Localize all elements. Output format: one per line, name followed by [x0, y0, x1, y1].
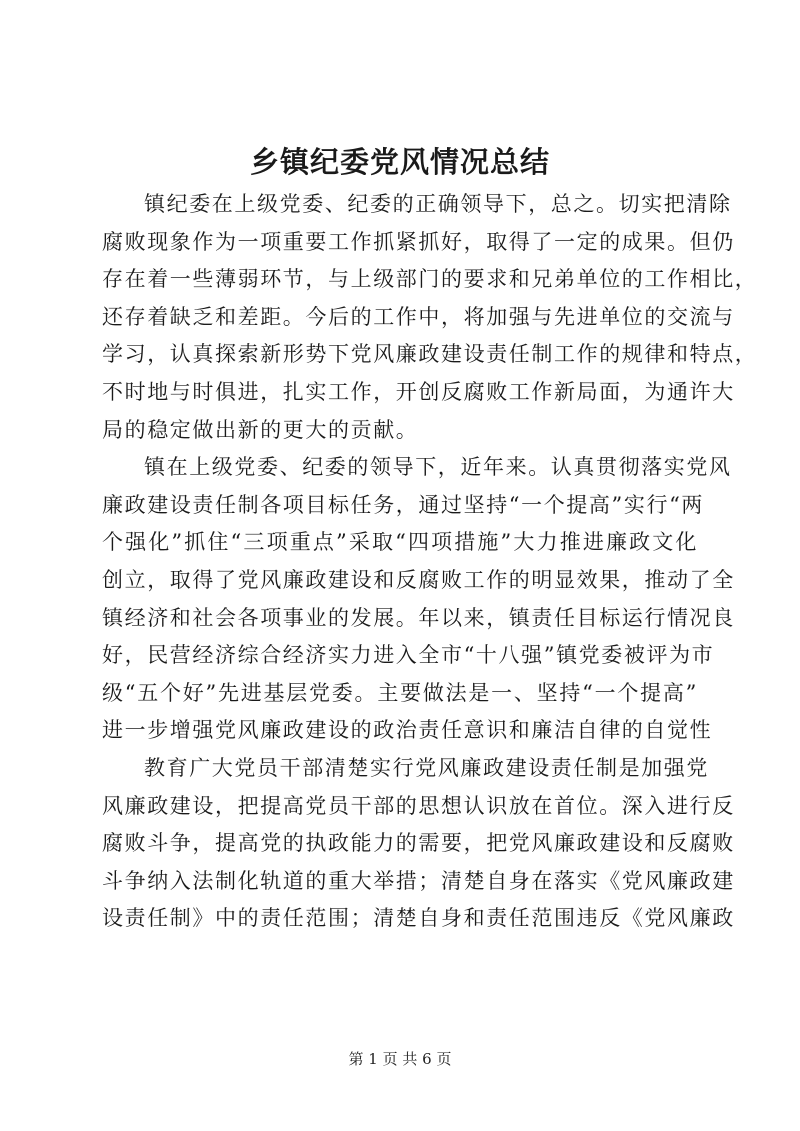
paragraph-line: 廉政建设责任制各项目标任务，通过坚持“一个提高”实行“两 [102, 492, 705, 517]
paragraph-line: 设责任制》中的责任范围；清楚自身和责任范围违反《党风廉政 [102, 906, 735, 931]
document-body [102, 186, 758, 938]
paragraph-line: 学习，认真探索新形势下党风廉政建设责任制工作的规律和特点， [102, 342, 758, 367]
paragraph-line: 个强化”抓住“三项重点”采取“四项措施”大力推进廉政文化 [102, 530, 698, 555]
paragraph-line: 斗争纳入法制化轨道的重大举措；清楚自身在落实《党风廉政建 [102, 868, 735, 893]
paragraph-line: 镇在上级党委、纪委的领导下，近年来。认真贯彻落实党风 [144, 455, 732, 480]
paragraph-line: 存在着一些薄弱环节，与上级部门的要求和兄弟单位的工作相比， [102, 267, 758, 292]
document-title: 乡镇纪委党风情况总结 [249, 145, 550, 179]
paragraph-line: 腐败斗争，提高党的执政能力的需要，把党风廉政建设和反腐败 [102, 831, 735, 856]
paragraph-2 [102, 449, 735, 750]
paragraph-line: 腐败现象作为一项重要工作抓紧抓好，取得了一定的成果。但仍 [102, 229, 735, 254]
paragraph-line: 教育广大党员干部清楚实行党风廉政建设责任制是加强党 [144, 755, 709, 780]
paragraph-1 [102, 186, 758, 449]
paragraph-line: 局的稳定做出新的更大的贡献。 [102, 417, 419, 442]
paragraph-line: 创立，取得了党风廉政建设和反腐败工作的明显效果，推动了全 [102, 567, 735, 592]
paragraph-line: 风廉政建设，把提高党员干部的思想认识放在首位。深入进行反 [102, 793, 735, 818]
page-number-footer: 第 1 页 共 6 页 [348, 1050, 452, 1068]
paragraph-line: 还存着缺乏和差距。今后的工作中，将加强与先进单位的交流与 [102, 304, 735, 329]
paragraph-3 [102, 750, 735, 938]
paragraph-line: 好，民营经济综合经济实力进入全市“十八强”镇党委被评为市 [102, 643, 715, 668]
paragraph-line: 级“五个好”先进基层党委。主要做法是一、坚持“一个提高” [102, 680, 698, 705]
paragraph-line: 镇纪委在上级党委、纪委的正确领导下，总之。切实把清除 [144, 192, 732, 216]
paragraph-line: 不时地与时俱进，扎实工作，开创反腐败工作新局面，为通许大 [102, 379, 735, 404]
paragraph-line: 进一步增强党风廉政建设的政治责任意识和廉洁自律的自觉性 [102, 718, 713, 743]
paragraph-line: 镇经济和社会各项事业的发展。年以来，镇责任目标运行情况良 [102, 605, 735, 630]
